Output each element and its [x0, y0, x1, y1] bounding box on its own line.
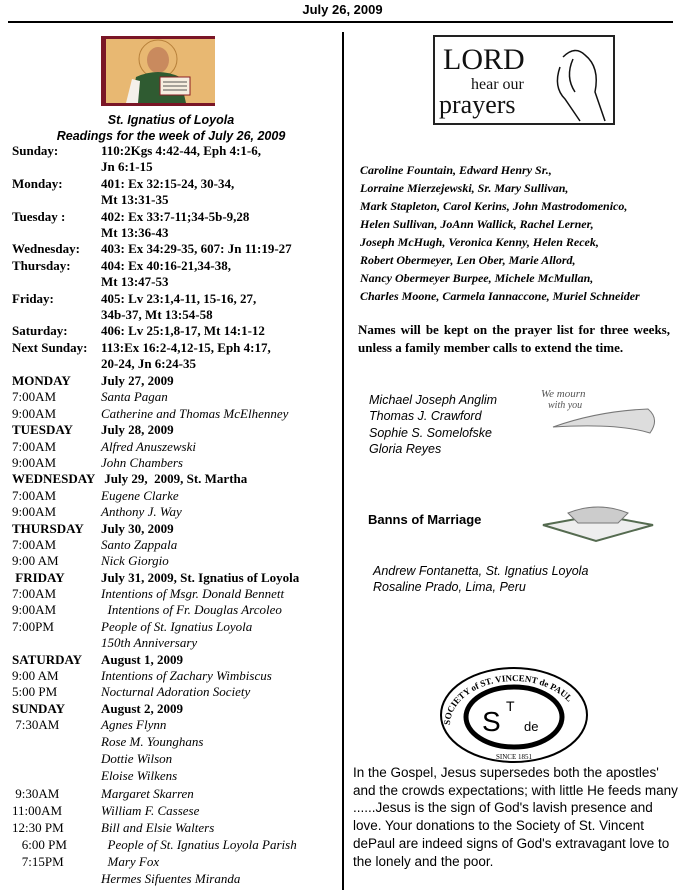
prayer-names-line: Caroline Fountain, Edward Henry Sr., — [360, 163, 552, 177]
mass-time: 5:00 PM — [12, 684, 58, 700]
mass-time: 9:30AM — [12, 785, 60, 801]
schedule-day-header — [12, 701, 342, 717]
mass-time: 7:00AM — [12, 487, 57, 503]
svdp-arc-text: SOCIETY of ST. VINCENT de PAUL — [441, 672, 575, 726]
reading-row — [12, 241, 342, 257]
reading-day: Thursday: — [12, 257, 71, 273]
schedule-day-header — [12, 373, 342, 389]
schedule-day-header — [12, 471, 342, 487]
deceased-name: Sophie S. Somelofske — [369, 425, 492, 440]
mass-time: 7:00AM — [12, 438, 57, 454]
schedule-day-header — [12, 570, 342, 586]
intention: Nick Giorgio — [101, 553, 169, 569]
intention: 150th Anniversary — [101, 635, 198, 651]
mass-intention-row — [12, 602, 342, 618]
intention: Santa Pagan — [101, 389, 168, 405]
day-date: July 27, 2009 — [101, 373, 174, 388]
mass-intention-row — [12, 455, 342, 471]
reading-citation: Jn 6:1-15 — [101, 159, 153, 175]
reading-citation: Mt 13:47-53 — [101, 274, 169, 290]
mass-intention-row — [12, 854, 342, 871]
day-name: SUNDAY — [12, 700, 65, 716]
we-mourn-with-you-image — [538, 385, 663, 435]
reading-row — [12, 307, 342, 323]
banns-list — [373, 563, 588, 596]
reading-citation: 404: Ex 40:16-21,34-38, — [101, 257, 231, 273]
mass-time: 12:30 PM — [12, 819, 64, 835]
reading-row — [12, 323, 342, 339]
mass-intention-row — [12, 786, 342, 803]
reading-day — [12, 159, 101, 175]
intention: Intentions of Fr. Douglas Arcoleo — [101, 602, 282, 618]
mass-intention-row — [12, 389, 342, 405]
prayer-names-line: Helen Sullivan, JoAnn Wallick, Rachel Lerner, — [360, 217, 594, 231]
day-name: MONDAY — [12, 373, 71, 388]
intention: Bill and Elsie Walters — [101, 819, 215, 835]
column-divider — [342, 32, 344, 890]
reading-day — [12, 225, 101, 241]
mass-intention-row — [12, 406, 342, 422]
reading-citation: 110:2Kgs 4:42-44, Eph 4:1-6, — [101, 143, 261, 158]
intention: William F. Cassese — [101, 802, 200, 818]
mass-intention-row — [12, 553, 342, 569]
intention: Catherine and Thomas McElhenney — [101, 405, 289, 421]
reading-row — [12, 258, 342, 274]
mass-time — [12, 768, 101, 785]
prayer-names-line: Mark Stapleton, Carol Kerins, John Mastrodomenico, — [360, 199, 628, 213]
prayer-names-line: Charles Moone, Carmela Iannaccone, Muriel Schneider — [360, 289, 640, 303]
day-date: August 2, 2009 — [101, 700, 183, 716]
reading-day — [12, 307, 101, 323]
reading-row — [12, 274, 342, 290]
header-divider — [8, 21, 673, 23]
reading-day: Tuesday : — [12, 208, 66, 224]
intention: John Chambers — [101, 454, 183, 470]
mass-time: 9:00AM — [12, 405, 57, 421]
intention: Anthony J. Way — [101, 504, 182, 520]
day-date: July 30, 2009 — [101, 520, 174, 536]
reading-row — [12, 176, 342, 192]
reading-citation: 401: Ex 32:15-24, 30-34, — [101, 175, 235, 191]
intention: Hermes Sifuentes Miranda — [101, 871, 241, 887]
mass-intention-row — [12, 635, 342, 651]
mass-time: 9:00AM — [12, 504, 57, 520]
reading-row — [12, 143, 342, 159]
mass-intention-row — [12, 820, 342, 837]
intention: Intentions of Zachary Wimbiscus — [101, 668, 272, 684]
intention: Nocturnal Adoration Society — [101, 684, 251, 700]
reading-row — [12, 159, 342, 175]
mass-time — [12, 871, 101, 888]
lord-hear-our-prayers-logo — [433, 35, 615, 125]
deceased-name: Michael Joseph Anglim — [369, 393, 498, 407]
mass-intention-row — [12, 504, 342, 520]
reading-row — [12, 340, 342, 356]
reading-row — [12, 192, 342, 208]
svdp-logo — [438, 665, 590, 765]
day-date: July 31, 2009, St. Ignatius of Loyola — [101, 569, 300, 585]
mass-time: 7:00AM — [12, 586, 57, 602]
deceased-name: Thomas J. Crawford — [369, 409, 482, 424]
mass-intention-row — [12, 537, 342, 553]
prayer-list — [360, 161, 682, 305]
reading-citation: 406: Lv 25:1,8-17, Mt 14:1-12 — [101, 323, 265, 339]
mass-time: 7:15PM — [12, 853, 64, 869]
intention: Margaret Skarren — [101, 785, 194, 801]
day-name: WEDNESDAY — [12, 471, 96, 487]
prayer-names-line: Robert Obermeyer, Len Ober, Marie Allord, — [360, 253, 576, 267]
reading-citation: Mt 13:31-35 — [101, 192, 169, 208]
mass-time: 9:00 AM — [12, 668, 59, 684]
banns-entry: Rosaline Prado, Lima, Peru — [373, 580, 526, 595]
schedule-day-header — [12, 521, 342, 537]
mass-time: 9:00AM — [12, 454, 57, 470]
mass-intention-row — [12, 586, 342, 602]
mass-time — [12, 635, 101, 651]
mass-intention-row — [12, 734, 342, 751]
mass-intention-row — [12, 751, 342, 768]
svg-text:T: T — [506, 698, 515, 714]
day-date: July 28, 2009 — [101, 422, 174, 438]
svg-text:We mourn: We mourn — [541, 388, 586, 400]
reading-day — [12, 274, 101, 290]
left-title: St. Ignatius of Loyola — [107, 113, 235, 127]
prayer-names-line: Joseph McHugh, Veronica Kenny, Helen Recek, — [360, 235, 599, 249]
mass-time: 7:00AM — [12, 389, 57, 405]
schedule-day-header — [12, 422, 342, 438]
prayer-names-line: Nancy Obermeyer Burpee, Michele McMullan, — [360, 271, 594, 285]
reading-row — [12, 356, 342, 372]
intention: Eloise Wilkens — [101, 768, 178, 784]
wedding-ribbon-image — [538, 503, 658, 543]
mass-time: 11:00AM — [12, 802, 63, 818]
mass-time — [12, 734, 101, 751]
logo-text-prayers: prayers — [439, 90, 516, 119]
mass-time: 7:00AM — [12, 536, 57, 552]
mass-intention-row — [12, 768, 342, 785]
mass-intention-row — [12, 837, 342, 854]
saint-icon-image — [101, 36, 215, 106]
day-name: SATURDAY — [12, 651, 83, 667]
intention: Dottie Wilson — [101, 751, 173, 767]
schedule-day-header — [12, 652, 342, 668]
mass-time — [12, 751, 101, 768]
mass-intention-row — [12, 717, 342, 734]
mass-intention-row — [12, 684, 342, 700]
reading-day: Saturday: — [12, 323, 68, 339]
day-name: THURSDAY — [12, 520, 84, 536]
reading-citation: 113:Ex 16:2-4,12-15, Eph 4:17, — [101, 339, 271, 355]
reading-citation: 405: Lv 23:1,4-11, 15-16, 27, — [101, 290, 257, 306]
intention: Agnes Flynn — [101, 717, 167, 733]
mass-intention-row — [12, 619, 342, 635]
reading-day: Monday: — [12, 175, 63, 191]
reading-day: Sunday: — [12, 143, 59, 158]
mass-intention-row — [12, 488, 342, 504]
mass-schedule — [12, 373, 342, 888]
reading-row — [12, 225, 342, 241]
reading-day: Wednesday: — [12, 241, 80, 257]
readings-list — [12, 143, 342, 372]
intention: Rose M. Younghans — [101, 734, 204, 750]
deceased-name: Gloria Reyes — [369, 442, 442, 457]
prayer-list-notice: Names will be kept on the prayer list for three weeks, unless a family member calls to extend the time. — [358, 322, 670, 355]
intention: Alfred Anuszewski — [101, 438, 196, 454]
banns-heading: Banns of Marriage — [368, 512, 482, 527]
readings-subtitle: Readings for the week of July 26, 2009 — [56, 129, 286, 143]
reading-citation: 34b-37, Mt 13:54-58 — [101, 306, 213, 322]
svg-text:with you: with you — [548, 400, 583, 411]
reading-day: Friday: — [12, 290, 54, 306]
intention: Mary Fox — [101, 853, 160, 869]
svdp-since: SINCE 1851 — [496, 753, 532, 761]
reading-row — [12, 291, 342, 307]
day-date: August 1, 2009 — [101, 651, 183, 667]
mass-time: 7:00PM — [12, 618, 54, 634]
mass-intention-row — [12, 668, 342, 684]
svdp-appeal-text: In the Gospel, Jesus supersedes both the apostles' and the crowds expectations; with little He feeds many ......Jesus is the sign of God's lavish presence and love. Your donations to the Society of St. Vincent dePaul are indeed signs of God's extravagant love to the lonely and the poor. — [353, 765, 678, 869]
intention: People of St. Ignatius Loyola Parish — [101, 836, 297, 852]
reading-citation: 403: Ex 34:29-35, 607: Jn 11:19-27 — [101, 241, 292, 257]
mass-intention-row — [12, 803, 342, 820]
logo-text-lord: LORD — [443, 43, 525, 76]
svg-text:de: de — [524, 719, 539, 734]
mass-time: 6:00 PM — [12, 836, 67, 852]
reading-citation: 20-24, Jn 6:24-35 — [101, 356, 196, 372]
mass-intention-row — [12, 439, 342, 455]
intention: People of St. Ignatius Loyola — [101, 618, 253, 634]
reading-day: Next Sunday: — [12, 339, 88, 355]
prayer-names-line: Lorraine Mierzejewski, Sr. Mary Sullivan, — [360, 181, 569, 195]
intention: Santo Zappala — [101, 536, 178, 552]
day-date: July 29, 2009, St. Martha — [101, 471, 248, 487]
reading-day — [12, 356, 101, 372]
reading-citation: Mt 13:36-43 — [101, 224, 169, 240]
logo-text-hear: hear our — [471, 76, 524, 93]
mass-time: 7:30AM — [12, 717, 60, 733]
svg-text:S: S — [482, 706, 501, 737]
banns-entry: Andrew Fontanetta, St. Ignatius Loyola — [373, 564, 589, 578]
reading-day — [12, 192, 101, 208]
intention: Intentions of Msgr. Donald Bennett — [101, 586, 285, 602]
reading-row — [12, 209, 342, 225]
deceased-list — [369, 392, 497, 458]
day-name: FRIDAY — [12, 569, 65, 585]
reading-citation: 402: Ex 33:7-11;34-5b-9,28 — [101, 208, 250, 224]
mass-time: 9:00AM — [12, 602, 57, 618]
page-date: July 26, 2009 — [302, 2, 383, 17]
mass-time: 9:00 AM — [12, 553, 59, 569]
intention: Eugene Clarke — [101, 487, 179, 503]
mass-intention-row — [12, 871, 342, 888]
day-name: TUESDAY — [12, 422, 73, 438]
